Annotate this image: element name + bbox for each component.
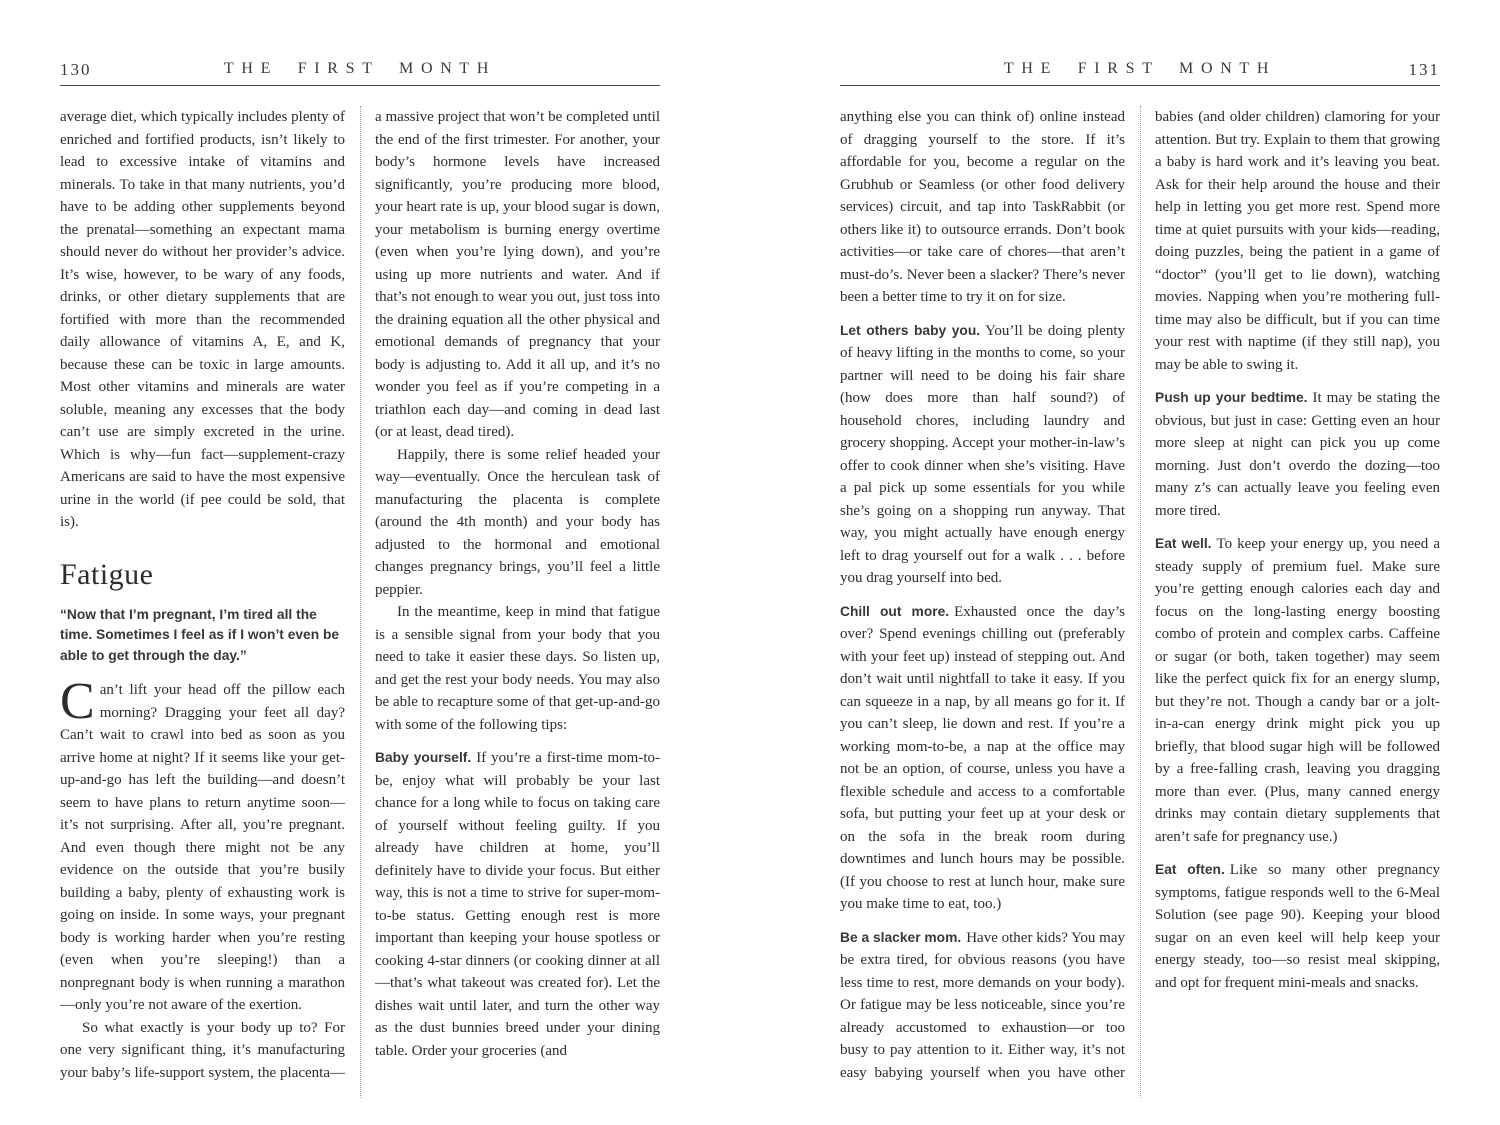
tip-lead: Chill out more.: [840, 603, 950, 619]
paragraph-text: You’ll be doing plenty of heavy lifting in the months to come, so your partner will need to be doing his fair share (how does more than half sound?) of household chores, including laundry and grocery shopping. Accept your mother-in-law’s offer to cook dinner when she’s visiting. Have a pal pick up some essentials for you while she’s going on a shopping run anyway. That way, you might actually have enough energy left to drag yourself out for a walk . . . before you drag yourself into bed.: [840, 322, 1125, 586]
running-head: THE FIRST MONTH: [223, 60, 497, 77]
left-page: [60, 58, 660, 1098]
paragraph-text: So what exactly is your body up to? For one very significant thing, it’s manufacturing your baby’s life-support system, the placenta—a massive project that won’t be completed until the end of the first trimester. For another, your body’s hormone levels have increased significantly, you’re producing more blood, your heart rate is up, your blood sugar is down, your metabolism is burning energy overtime (even when you’re lying down), and you’re using up more nutrients and water. And if that’s not enough to wear you out, just toss into the draining equation all the other physical and emotional demands of pregnancy that your body is adjusting to. Add it all up, and it’s no wonder you feel as if you’re competing in a triathlon each day—and coming in dead last (or at least, dead tired).: [60, 109, 660, 1081]
paragraph: [60, 106, 345, 534]
running-head: THE FIRST MONTH: [1003, 60, 1277, 77]
paragraph-text: If you’re a first-time mom-to-be, enjoy what will probably be your last chance for a long while to focus on taking care of yourself without feeling guilty. If you already have children at home, you’ll definitely have to divide your focus. But either way, this is not a time to strive for super-mom-to-be status. Getting enough rest is more important than keeping your house spotless or cooking 4-star dinners (or cooking dinner at all—that’s what takeout was created for). Let the dishes wait until later, and turn the other way as the dust bunnies breed under your dining table. Order your groceries (and: [375, 750, 660, 1059]
tip-lead: Eat well.: [1155, 536, 1212, 551]
paragraph-text: Happily, there is some relief headed your way—eventually. Once the herculean task of manufacturing the placenta is complete (around the 4th month) and your body has adjusted to the hormonal and emotional changes pregnancy brings, you’ll feel a little peppier.: [375, 446, 660, 598]
paragraph: [375, 601, 660, 736]
tip-paragraph: [375, 747, 660, 1062]
paragraph-text: average diet, which typically includes plenty of enriched and fortified products, isn’t likely to lead to excessive intake of vitamins and minerals. To take in that many nutrients, you’d have to be adding other supplements beyond the prenatal—something an expectant mama should never do without her provider’s advice. It’s wise, however, to be wary of any foods, drinks, or other dietary supplements that are fortified with more than the recommended daily allowance of vitamins A, E, and K, because these can be toxic in large amounts. Most other vitamins and minerals are water soluble, meaning any excesses that the body can’t use are simply excreted in the urine. Which is why—fun fact—supplement-crazy Americans are said to have the most expensive urine in the world (if pee could be sold, that is).: [60, 109, 345, 530]
paragraph-text: anything else you can think of) online instead of dragging yourself to the store. If it’s affordable for you, become a regular on the Grubhub or Seamless (or other food delivery services) circuit, and tap into TaskRabbit (or others like it) to outsource errands. Don’t book activities—or take care of chores—that aren’t must-do’s. Never been a slacker? There’s never been a better time to try it on for size.: [840, 109, 1125, 305]
tip-lead: Baby yourself.: [375, 750, 472, 765]
paragraph-text: Have other kids? You may be extra tired, for obvious reasons (you have less time to rest, more demands on your body). Or fatigue may be less noticeable, since you’re already accustomed to exhaustion—or too busy to pay attention to it. Either way, it’s not easy babying yourself when you have other babies (and older children) clamoring for your attention. But try. Explain to them that growing a baby is hard work and it’s leaving you beat. Ask for their help around the house and their help in letting you get more rest. Spend more time at quiet pursuits with your kids—reading, doing puzzles, being the patient in a game of “doctor” (you’ll get to lie down), watching movies. Napping when you’re mothering full-time may also be difficult, but if you can time your rest with naptime (if they still nap), you may be able to swing it.: [840, 109, 1440, 1081]
page-number: 131: [1408, 60, 1440, 79]
page-number: 130: [60, 60, 92, 79]
paragraph: [840, 106, 1125, 309]
left-page-header: [60, 58, 660, 86]
tip-lead: Eat often.: [1155, 862, 1225, 877]
paragraph-text: In the meantime, keep in mind that fatigue is a sensible signal from your body that you need to take it easier these days. So listen up, and get the rest your body needs. You may also be able to recapture some of that get-up-and-go with some of the following tips:: [375, 604, 660, 733]
paragraph-text: Exhausted once the day’s over? Spend evenings chilling out (preferably with your feet up) instead of stepping out. And don’t wait until nightfall to take it easy. If you can squeeze in a nap, by all means go for it. If you can’t sleep, lie down and rest. If you’re a working mom-to-be, a nap at the office may not be an option, of course, unless you have a flexible schedule and access to a comfortable sofa, but putting your feet up at your desk or on the sofa in the break room during downtimes and lunch hours may be possible. (If you choose to rest at lunch hour, make sure you make time to eat, too.): [840, 603, 1125, 912]
paragraph-text: To keep your energy up, you need a steady supply of premium fuel. Make sure you’re getting enough calories each day and focus on the long-lasting energy boosting combo of protein and complex carbs. Caffeine or sugar (or both, taken together) may seem like the perfect quick fix for an energy slump, but they’re not. Though a candy bar or a jolt-in-a-can energy drink might pick you up briefly, that blood sugar high will be followed by a free-falling crash, leaving you dragging more than ever. (Plus, many canned energy drinks may contain dietary supplements that aren’t safe for pregnancy use.): [1155, 536, 1440, 845]
right-page-header: [840, 58, 1440, 86]
paragraph: [60, 673, 345, 1017]
tip-lead: Push up your bedtime.: [1155, 390, 1308, 405]
section-heading: Fatigue: [60, 557, 154, 591]
tip-lead: Be a slacker mom.: [840, 929, 962, 945]
tip-paragraph: [840, 320, 1125, 590]
left-page-body: [60, 106, 660, 1098]
paragraph-text: It may be stating the obvious, but just in case: Getting even an hour more sleep at night can pick you up come morning. Just don’t overdo the dozing—too many z’s can actually leave you feeling even more tired.: [1155, 390, 1440, 519]
right-page-body: [840, 106, 1440, 1098]
tip-paragraph: [1155, 533, 1440, 848]
paragraph-text: an’t lift your head off the pillow each morning? Dragging your feet all day? Can’t wait to crawl into bed as soon as you arrive home at night? If it seems like your get-up-and-go has left the building—and doesn’t seem to have plans to return anytime soon—it’s not surprising. After all, you’re pregnant. And even though there might not be any evidence on the outside that you’re busily building a baby, plenty of exhausting work is going on inside. In some ways, your pregnant body is working harder when you’re resting (even when you’re sleeping!) than a nonpregnant body is when running a marathon—only you’re not aware of the exertion.: [60, 682, 345, 1013]
paragraph: [375, 444, 660, 602]
tip-paragraph: [840, 601, 1125, 916]
tip-lead: Let others baby you.: [840, 322, 981, 338]
paragraph-text: Like so many other pregnancy symptoms, fatigue responds well to the 6-Meal Solution (see page 90). Keeping your blood sugar on an even keel will help keep your energy steady, too—so resist meal skipping, and opt for frequent mini-meals and snacks.: [1155, 862, 1440, 991]
tip-paragraph: [1155, 859, 1440, 994]
drop-cap: C: [60, 673, 95, 730]
reader-quote: “Now that I’m pregnant, I’m tired all the time. Sometimes I feel as if I won’t even be able to get through the day.”: [60, 606, 340, 663]
right-page: [840, 58, 1440, 1098]
tip-paragraph: [1155, 387, 1440, 522]
